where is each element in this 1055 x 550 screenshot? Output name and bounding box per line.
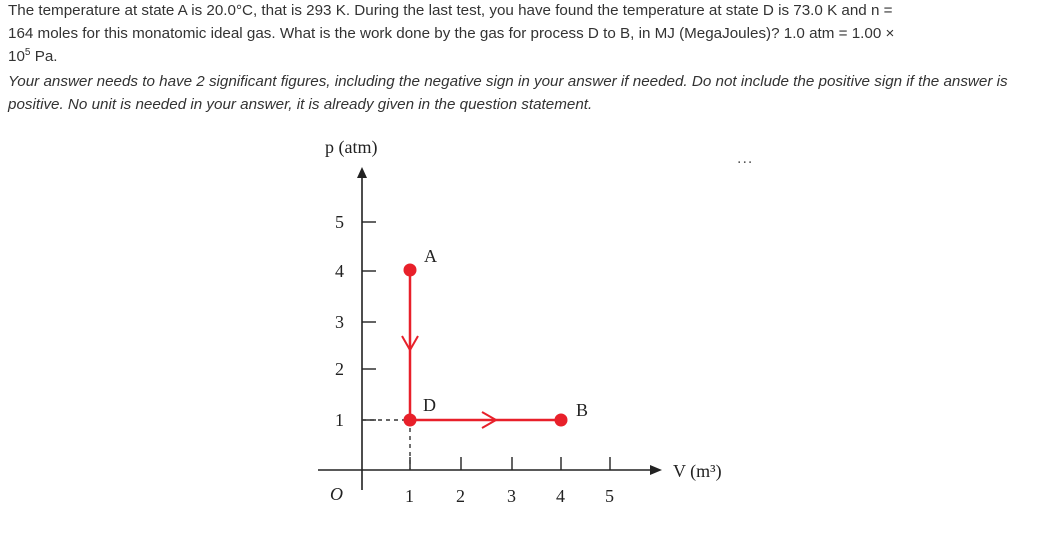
answer-instructions: Your answer needs to have 2 significant figures, including the negative sign in your answer if needed. Do not include the positive sign if the answer is positive. No unit is needed in your answer, it is already given in the question statement. [8, 73, 1008, 113]
y-tick-label: 4 [335, 261, 344, 281]
unit-pa: Pa. [30, 48, 58, 65]
y-tick-label: 2 [335, 359, 344, 379]
power-base: 10 [8, 48, 25, 65]
x-tick-label: 3 [507, 486, 516, 506]
y-ticks [335, 212, 376, 430]
x-tick-label: 5 [605, 486, 614, 506]
x-tick-label: 2 [456, 486, 465, 506]
more-options-icon[interactable]: ... [737, 150, 754, 167]
point-a-label: A [424, 246, 437, 266]
point-d [404, 414, 417, 427]
question-line-1: The temperature at state A is 20.0°C, that is 293 K. During the last test, you have found the temperature at state D is 73.0 K and n = [8, 2, 893, 19]
x-ticks [405, 457, 614, 506]
point-b-label: B [576, 400, 589, 420]
y-tick-label: 3 [335, 312, 344, 332]
y-axis-arrow [357, 167, 367, 178]
x-tick-label: 1 [405, 486, 414, 506]
point-a [404, 264, 417, 277]
point-d-label: D [423, 395, 436, 415]
x-axis-label: V (m³) [673, 461, 722, 481]
power-exponent: 5 [24, 46, 31, 58]
point-b [555, 414, 568, 427]
y-tick-label: 1 [335, 410, 344, 430]
x-axis-arrow [650, 465, 662, 475]
x-tick-label: 4 [556, 486, 565, 506]
y-axis-label: p (atm) [325, 137, 378, 157]
origin-label: O [330, 484, 343, 504]
question-line-2: 164 moles for this monatomic ideal gas. What is the work done by the gas for process D to B, in MJ (MegaJoules)? 1.0 atm = 1.00 × [8, 25, 895, 42]
y-tick-label: 5 [335, 212, 344, 232]
